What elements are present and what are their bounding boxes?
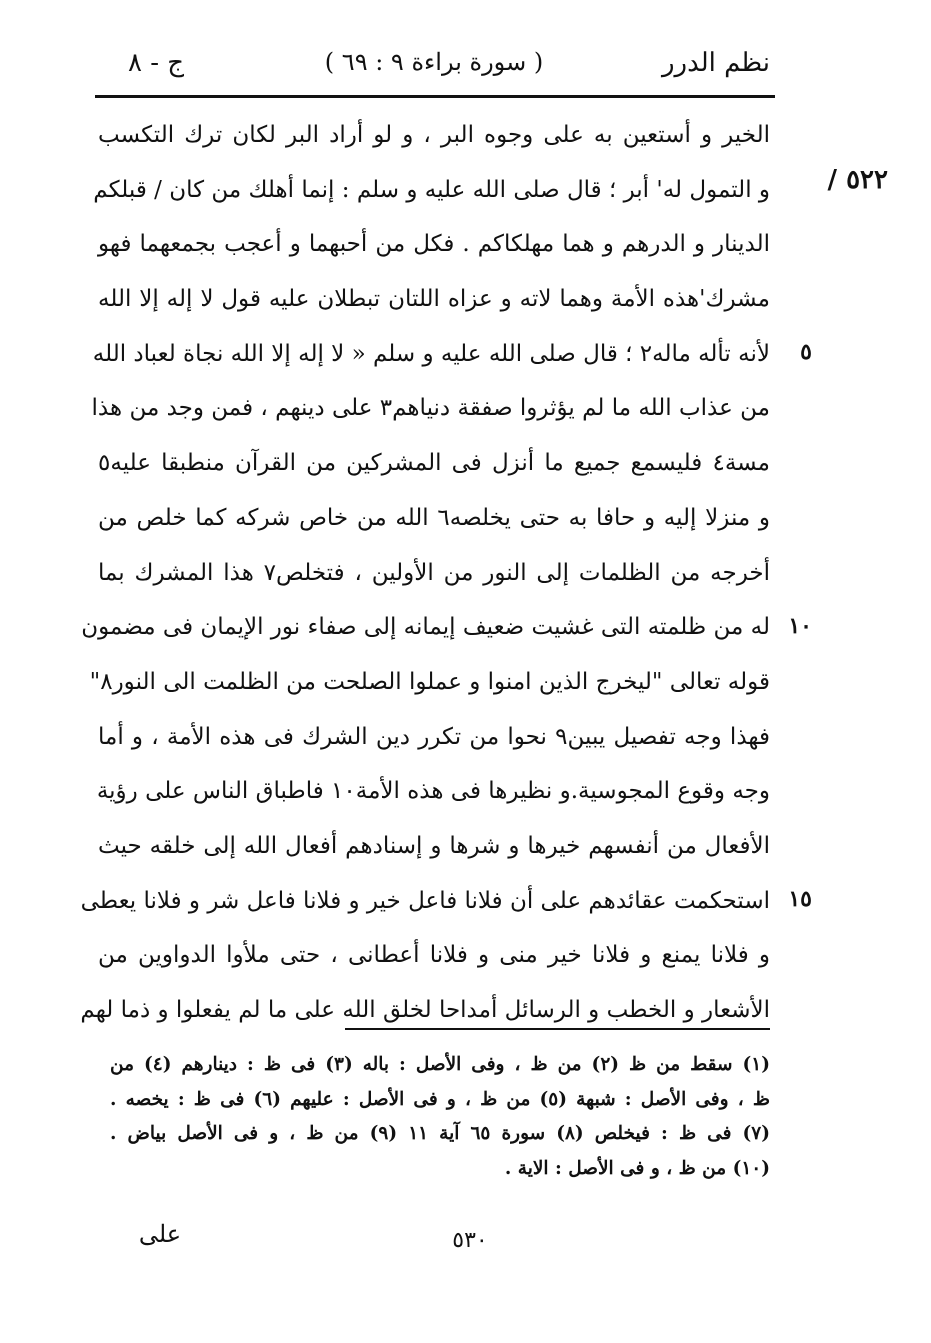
text-line: استحكمت عقائدهم على أن فلانا فاعل خير و فلانا فاعل شر و فلانا يعطى: [80, 887, 770, 914]
text-line: فهذا وجه تفصيل يبين٩ نحوا من تكرر دين الشرك فى هذه الأمة ، و أما: [98, 723, 770, 750]
footnotes: [110, 1048, 770, 1186]
line-number-5: ٥: [800, 339, 812, 365]
manuscript-folio-marker: ٥٢٢ /: [827, 165, 888, 195]
text-line: و فلانا يمنع و فلانا خير منى و فلانا أعطانى ، حتى ملأوا الدواوين من: [98, 942, 770, 969]
volume-label: ج - ٨: [128, 48, 185, 78]
page-number: ٥٣٠: [452, 1228, 488, 1253]
running-head: [98, 40, 770, 90]
text-line: له من ظلمته التى غشيت ضعيف إيمانه إلى صفاء نور الإيمان فى مضمون: [81, 614, 770, 641]
text-line: لأنه تأله ماله٢ ؛ قال صلى الله عليه و سلم « لا إله إلا الله نجاة لعباد الله: [92, 340, 770, 367]
footnote-line: (١٠) من ظ ، و فى الأصل : الاية .: [504, 1157, 770, 1179]
text-line: أخرجه من الظلمات إلى النور من الأولين ، فتخلص٧ هذا المشرك بما: [98, 559, 771, 586]
text-line: الدينار و الدرهم و هما مهلكاكم . فكل من أحبهما و أعجب بجمعهما فهو: [98, 231, 770, 258]
text-line: الأفعال من أنفسهم خيرها و شرها و إسنادهم أفعال الله إلى خلقه حيث: [98, 832, 770, 859]
footnote-line: (١) سقط من ظ (٢) من ظ ، وفى الأصل : باله (٣) فى ظ : دينارهم (٤) من: [110, 1054, 770, 1075]
line-number-15: ١٥: [788, 886, 812, 912]
text-line: الأشعار و الخطب و الرسائل أمداحا لخلق الله على ما لم يفعلوا و ذما لهم: [80, 997, 770, 1023]
line-number-10: ١٠: [788, 613, 812, 639]
footnote-line: ظ ، وفى الأصل : شبهة (٥) من ظ ، و فى الأصل : عليهم (٦) فى ظ : يخصه .: [110, 1088, 770, 1110]
text-line: وجه وقوع المجوسية.و نظيرها فى هذه الأمة١٠ فاطباق الناس على رؤية: [96, 778, 770, 805]
main-text: [80, 108, 771, 1038]
surah-reference: ( سورة براءة ٩ : ٦٩ ): [324, 48, 544, 76]
catchword: على: [138, 1220, 182, 1248]
text-line: قوله تعالى "ليخرج الذين امنوا و عملوا الصلحت من الظلمت الى النور٨": [89, 668, 770, 695]
header-rule: [95, 95, 775, 98]
text-line: مسة٤ فليسمع جميع ما أنزل فى المشركين من القرآن منطبقا عليه٥: [98, 450, 770, 477]
footnote-rule: [345, 1028, 770, 1030]
book-title: نظم الدرر: [661, 48, 770, 78]
text-line: و التمول له' أبر ؛ قال صلى الله عليه و سلم : إنما أهلك من كان / قبلكم: [93, 176, 770, 203]
text-line: مشرك'هذه الأمة وهما لاته و عزاه اللتان تبطلان عليه قول لا إله إلا الله: [98, 286, 770, 313]
text-line: الخير و أستعين به على وجوه البر ، و لو أراد البر لكان ترك التكسب: [98, 122, 770, 148]
text-line: و منزلا إليه و حافا به حتى يخلصه٦ الله من خاص شركه كما خلص من: [98, 504, 771, 531]
text-line: من عذاب الله ما لم يؤثروا صفقة دنياهم٣ على دينهم ، فمن وجد من هذا: [91, 395, 770, 422]
footnote-line: (٧) فى ظ : فيخلص (٨) سورة ٦٥ آية ١١ (٩) من ظ ، و فى الأصل بياض .: [110, 1123, 770, 1144]
